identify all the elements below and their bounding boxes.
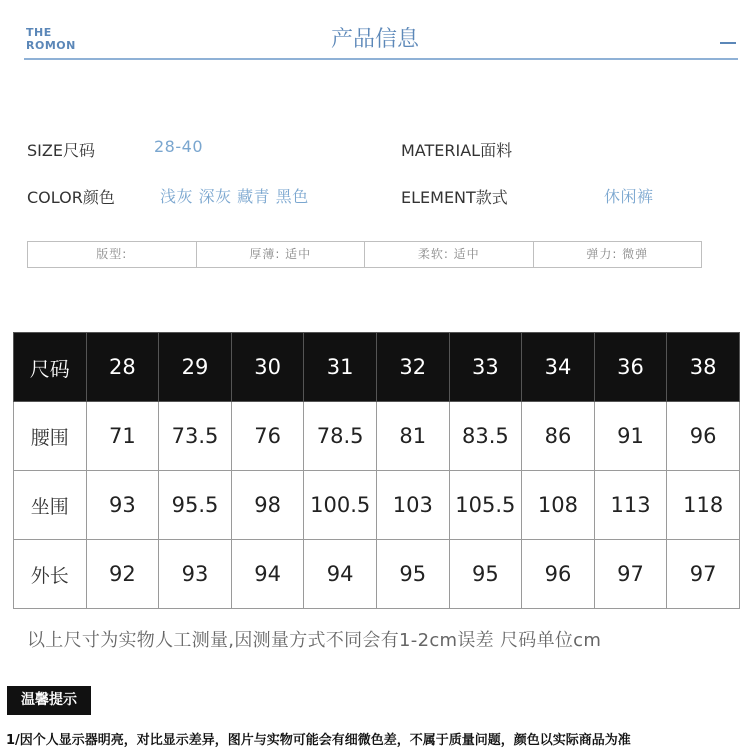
table-cell: 105.5 <box>449 471 522 540</box>
table-cell: 78.5 <box>304 402 377 471</box>
attr-fit: 版型: <box>28 242 197 267</box>
tips-title: 温馨提示 <box>7 686 91 715</box>
attr-softness: 柔软: 适中 <box>365 242 534 267</box>
table-cell: 91 <box>594 402 667 471</box>
table-cell: 93 <box>86 471 159 540</box>
attribute-strip <box>27 241 702 268</box>
table-cell: 94 <box>231 540 304 609</box>
material-label: MATERIAL面料 <box>401 141 513 160</box>
table-cell: 95 <box>376 540 449 609</box>
table-cell: 95 <box>449 540 522 609</box>
size-header-cell: 29 <box>159 333 232 402</box>
table-row-waist <box>14 402 740 471</box>
size-label: SIZE尺码 <box>27 141 95 160</box>
tips-text: 1/因个人显示器明亮，对比显示差异，图片与实物可能会有细微色差，不属于质量问题，颜色以实际商品为准 <box>6 733 631 748</box>
color-value: 浅灰 深灰 藏青 黑色 <box>160 187 309 206</box>
table-cell: 93 <box>159 540 232 609</box>
element-label: ELEMENT款式 <box>401 188 508 207</box>
page-title: 产品信息 <box>330 27 419 52</box>
table-row-length <box>14 540 740 609</box>
table-cell: 73.5 <box>159 402 232 471</box>
table-cell: 113 <box>594 471 667 540</box>
attr-elasticity: 弹力: 微弹 <box>586 247 649 261</box>
size-header-cell: 30 <box>231 333 304 402</box>
table-cell: 95.5 <box>159 471 232 540</box>
color-label: COLOR颜色 <box>27 188 115 207</box>
table-cell: 86 <box>522 402 595 471</box>
size-header-cell: 28 <box>86 333 159 402</box>
table-cell: 81 <box>376 402 449 471</box>
table-cell: 118 <box>667 471 740 540</box>
collapse-dash-icon[interactable] <box>720 42 736 44</box>
size-header-cell: 34 <box>522 333 595 402</box>
table-cell: 100.5 <box>304 471 377 540</box>
brand-line-2: ROMON <box>26 39 76 52</box>
header-divider <box>24 58 738 60</box>
element-value: 休闲裤 <box>604 187 654 206</box>
table-cell: 83.5 <box>449 402 522 471</box>
size-value: 28-40 <box>154 137 203 156</box>
size-header-cell: 36 <box>594 333 667 402</box>
size-header-cell: 33 <box>449 333 522 402</box>
size-header-cell: 31 <box>304 333 377 402</box>
table-cell: 94 <box>304 540 377 609</box>
attr-thickness: 厚薄: 适中 <box>197 242 366 267</box>
row-label: 腰围 <box>14 402 87 471</box>
table-cell: 98 <box>231 471 304 540</box>
table-cell: 103 <box>376 471 449 540</box>
table-cell: 96 <box>522 540 595 609</box>
table-cell: 71 <box>86 402 159 471</box>
table-cell: 92 <box>86 540 159 609</box>
size-chart-table <box>13 332 740 609</box>
table-cell: 97 <box>594 540 667 609</box>
size-header-cell: 32 <box>376 333 449 402</box>
brand-line-1: THE <box>26 26 52 39</box>
table-row-hip <box>14 471 740 540</box>
table-cell: 76 <box>231 402 304 471</box>
table-cell: 97 <box>667 540 740 609</box>
measurement-note: 以上尺寸为实物人工测量,因测量方式不同会有1-2cm误差 尺码单位cm <box>27 630 602 651</box>
row-label: 外长 <box>14 540 87 609</box>
row-label: 坐围 <box>14 471 87 540</box>
size-header-label: 尺码 <box>14 333 87 402</box>
size-header-row <box>14 333 740 402</box>
table-cell: 108 <box>522 471 595 540</box>
table-cell: 96 <box>667 402 740 471</box>
size-header-cell: 38 <box>667 333 740 402</box>
